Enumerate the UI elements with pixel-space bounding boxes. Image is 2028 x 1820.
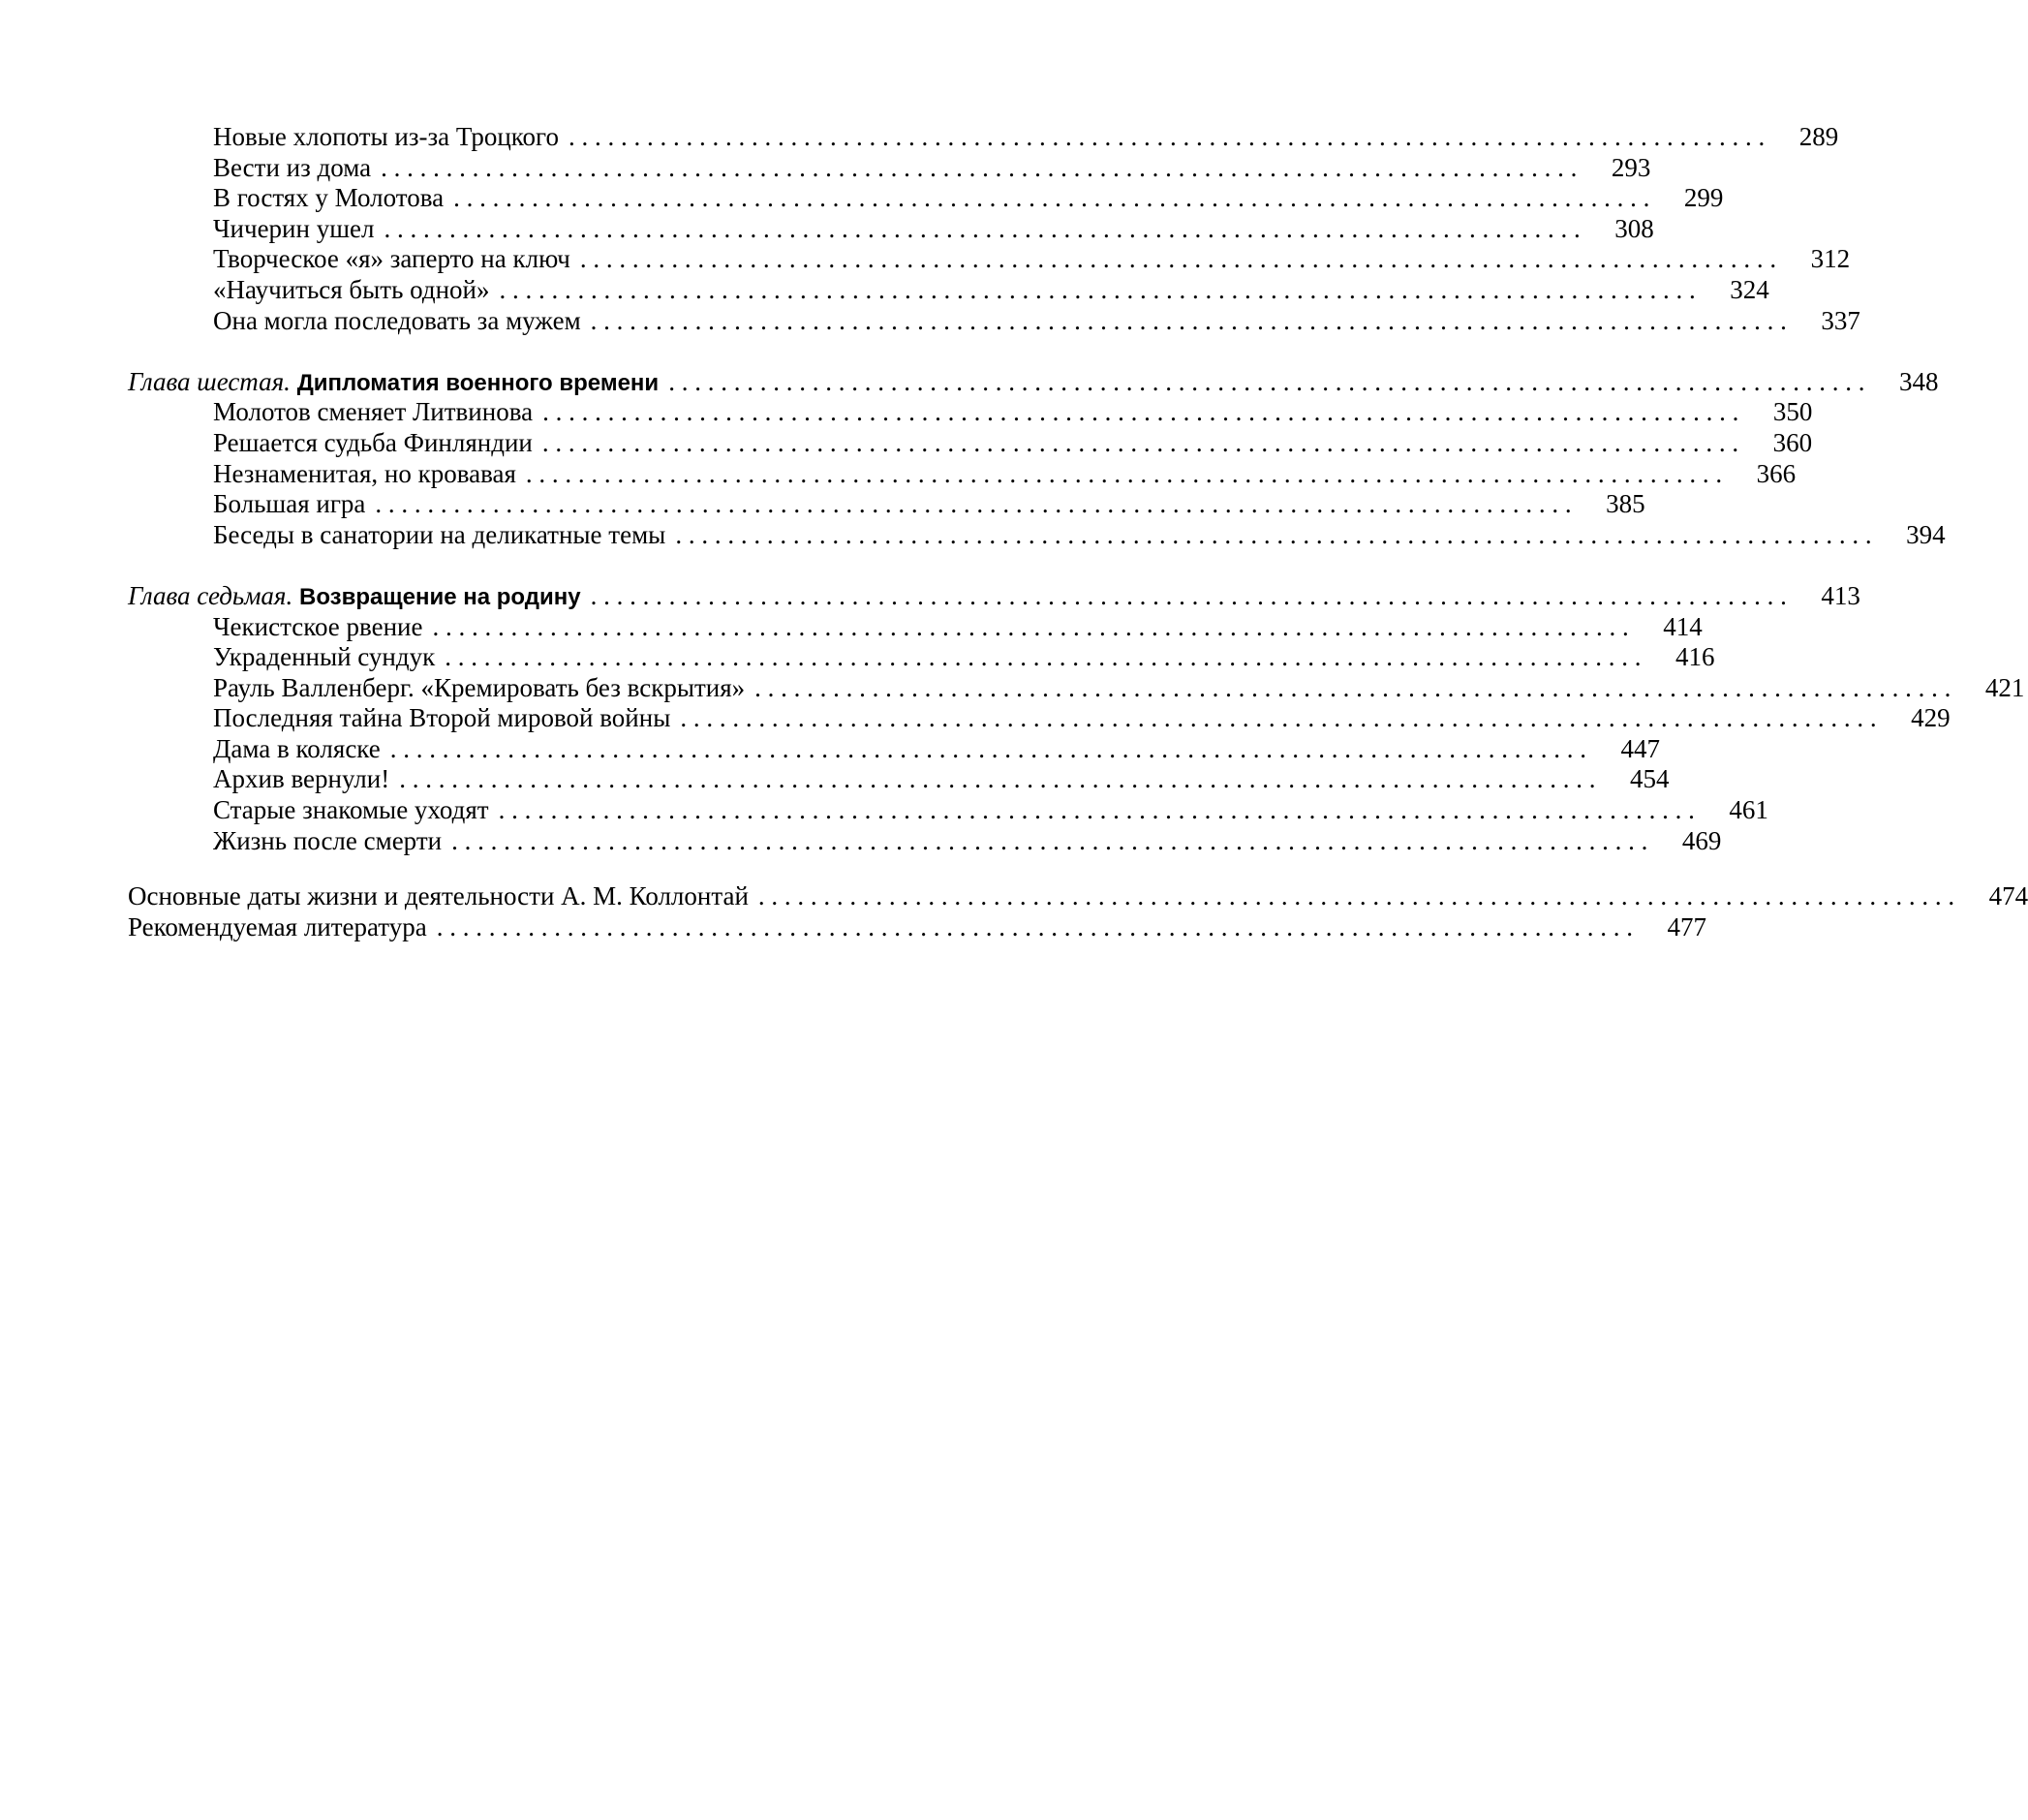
toc-entry[interactable] bbox=[128, 489, 1645, 520]
toc-entry-page: 348 bbox=[1898, 366, 1939, 396]
toc-entry-title: Старые знакомые уходят bbox=[213, 795, 489, 825]
leader-dots bbox=[399, 764, 1595, 795]
toc-entry-title: Чекистское рвение bbox=[213, 611, 423, 641]
toc-entry[interactable] bbox=[128, 703, 1951, 734]
toc-entry[interactable] bbox=[128, 427, 1813, 459]
toc-entry-page: 350 bbox=[1772, 397, 1813, 427]
toc-entry-page: 308 bbox=[1614, 213, 1654, 243]
table-of-contents bbox=[128, 122, 2028, 942]
toc-chapter-heading bbox=[128, 367, 659, 399]
toc-entry[interactable] bbox=[128, 642, 1715, 673]
toc-entry-page: 421 bbox=[1984, 672, 2025, 702]
leader-dots bbox=[542, 428, 1738, 459]
leader-dots bbox=[675, 520, 1871, 551]
toc-entry-page: 324 bbox=[1730, 274, 1769, 304]
leader-dots bbox=[381, 153, 1577, 184]
leader-dots bbox=[384, 214, 1580, 245]
toc-entry-title: Жизнь после смерти bbox=[213, 825, 443, 855]
toc-entry[interactable] bbox=[128, 672, 2025, 704]
section-gap bbox=[128, 336, 1036, 367]
toc-entry-page: 414 bbox=[1663, 611, 1703, 641]
toc-entry-page: 447 bbox=[1620, 733, 1660, 763]
leader-dots bbox=[500, 275, 1696, 306]
toc-entry-page: 293 bbox=[1611, 152, 1651, 182]
toc-chapter-7[interactable] bbox=[128, 580, 1860, 612]
toc-entry[interactable] bbox=[128, 244, 1851, 275]
toc-entry[interactable] bbox=[128, 611, 1703, 643]
toc-entry-title: Последняя тайна Второй мировой войны bbox=[213, 703, 671, 733]
toc-entry-title: Решается судьба Финляндии bbox=[213, 427, 533, 457]
toc-entry-page: 461 bbox=[1729, 795, 1768, 825]
toc-entry[interactable] bbox=[128, 733, 1660, 765]
toc-entry-page: 312 bbox=[1810, 244, 1851, 274]
toc-chapter-6[interactable] bbox=[128, 366, 1939, 398]
toc-entry-title: Она могла последовать за мужем bbox=[213, 305, 581, 335]
toc-entry-page: 385 bbox=[1606, 489, 1645, 519]
leader-dots bbox=[445, 642, 1641, 673]
leader-dots bbox=[580, 244, 1776, 275]
toc-entry[interactable] bbox=[128, 305, 1860, 337]
leader-dots bbox=[453, 183, 1649, 214]
toc-entry[interactable] bbox=[128, 764, 1670, 795]
toc-entry-page: 429 bbox=[1911, 703, 1951, 733]
toc-entry-appendix[interactable] bbox=[128, 881, 2028, 912]
toc-chapter-heading bbox=[128, 581, 581, 613]
toc-entry-page: 337 bbox=[1821, 305, 1860, 335]
toc-entry-title: Основные даты жизни и деятельности А. М. Коллонтай bbox=[128, 881, 749, 911]
leader-dots bbox=[668, 367, 1864, 398]
toc-entry-page: 477 bbox=[1667, 911, 1706, 941]
toc-entry-title: Большая игра bbox=[213, 489, 366, 519]
toc-entry[interactable] bbox=[128, 825, 1722, 857]
toc-entry-page: 416 bbox=[1675, 642, 1715, 672]
toc-entry-title: Новые хлопоты из-за Троцкого bbox=[213, 122, 559, 151]
toc-entry-title: Архив вернули! bbox=[213, 764, 390, 794]
toc-entry-title: Рауль Валленберг. «Кремировать без вскрытия» bbox=[213, 672, 746, 702]
toc-entry-page: 360 bbox=[1772, 427, 1813, 457]
toc-entry[interactable] bbox=[128, 274, 1769, 306]
toc-entry[interactable] bbox=[128, 519, 1946, 551]
toc-entry-title: Беседы в санатории на деликатные темы bbox=[213, 519, 666, 549]
toc-entry[interactable] bbox=[128, 183, 1724, 214]
section-gap bbox=[128, 856, 1036, 881]
toc-entry-title: Украденный сундук bbox=[213, 642, 436, 672]
toc-entry-page: 469 bbox=[1681, 825, 1722, 855]
chapter-label: Глава шестая. bbox=[128, 366, 291, 396]
toc-entry-title: В гостях у Молотова bbox=[213, 183, 445, 213]
leader-dots bbox=[437, 912, 1633, 943]
leader-dots bbox=[591, 581, 1787, 612]
toc-entry-title: «Научиться быть одной» bbox=[213, 274, 490, 304]
leader-dots bbox=[432, 612, 1628, 643]
toc-entry-title: Вести из дома bbox=[213, 152, 372, 182]
toc-entry[interactable] bbox=[128, 152, 1651, 184]
chapter-title: Дипломатия военного времени bbox=[296, 369, 660, 396]
toc-entry-title: Рекомендуемая литература bbox=[128, 911, 427, 941]
toc-entry-page: 454 bbox=[1629, 764, 1670, 794]
toc-entry-page: 289 bbox=[1798, 122, 1839, 151]
leader-dots bbox=[591, 306, 1787, 337]
section-gap bbox=[128, 550, 1036, 581]
toc-entry-title: Незнаменитая, но кровавая bbox=[213, 458, 516, 488]
toc-entry-title: Чичерин ушел bbox=[213, 213, 375, 243]
toc-entry-page: 394 bbox=[1906, 519, 1946, 549]
toc-entry-page: 474 bbox=[1988, 881, 2028, 911]
leader-dots bbox=[568, 122, 1765, 153]
toc-entry-page: 413 bbox=[1821, 580, 1860, 610]
toc-entry-title: Молотов сменяет Литвинова bbox=[213, 397, 534, 427]
leader-dots bbox=[451, 826, 1647, 857]
leader-dots bbox=[754, 673, 1951, 704]
toc-entry-page: 299 bbox=[1683, 183, 1724, 213]
toc-entry-page: 366 bbox=[1756, 458, 1797, 488]
leader-dots bbox=[499, 795, 1695, 826]
leader-dots bbox=[680, 703, 1876, 734]
toc-entry[interactable] bbox=[128, 213, 1654, 245]
toc-entry[interactable] bbox=[128, 397, 1813, 428]
toc-entry-title: Дама в коляске bbox=[213, 733, 381, 763]
toc-entry[interactable] bbox=[128, 122, 1839, 153]
leader-dots bbox=[526, 459, 1722, 490]
toc-entry-appendix[interactable] bbox=[128, 911, 1706, 943]
leader-dots bbox=[390, 734, 1586, 765]
toc-entry[interactable] bbox=[128, 795, 1768, 826]
chapter-title: Возвращение на родину bbox=[298, 583, 581, 610]
leader-dots bbox=[542, 397, 1738, 428]
leader-dots bbox=[758, 881, 1954, 912]
toc-entry-title: Творческое «я» заперто на ключ bbox=[213, 244, 570, 274]
chapter-label: Глава седьмая. bbox=[128, 580, 293, 610]
toc-entry[interactable] bbox=[128, 458, 1797, 490]
leader-dots bbox=[375, 489, 1571, 520]
